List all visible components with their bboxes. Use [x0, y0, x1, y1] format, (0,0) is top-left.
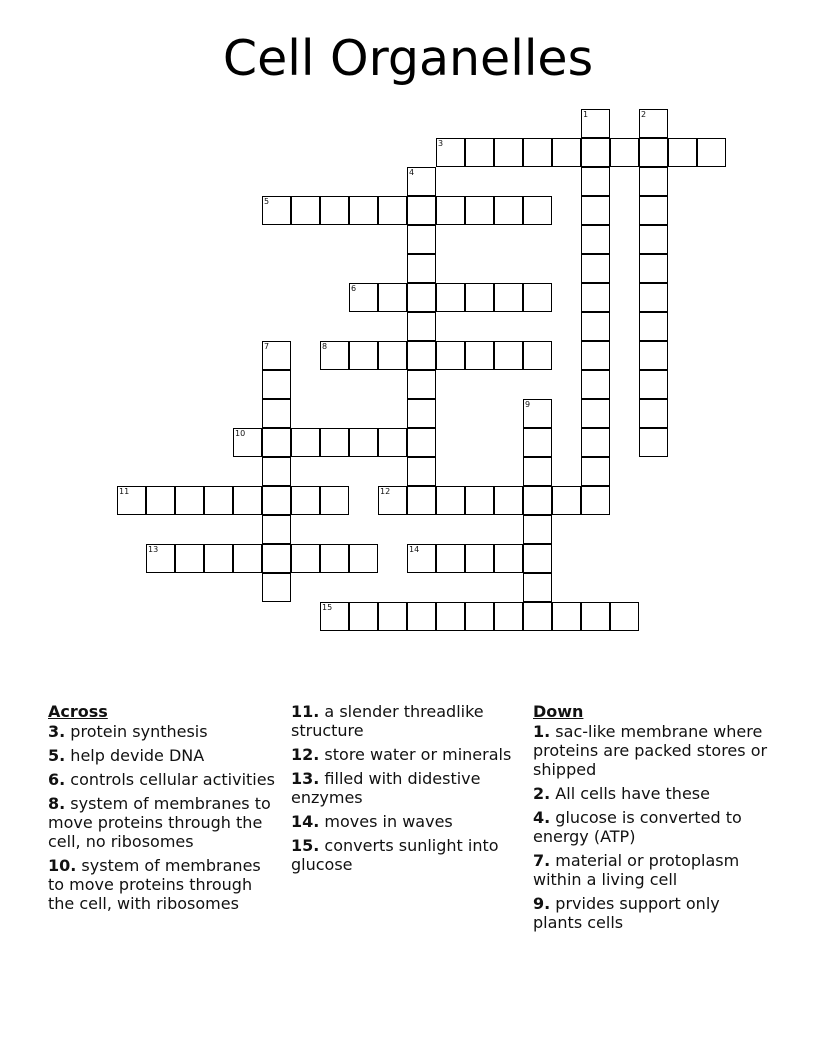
- clue-text: sac-like membrane where proteins are packed stores or shipped: [533, 722, 768, 779]
- clue-text: filled with didestive enzymes: [291, 769, 481, 807]
- grid-cell[interactable]: [581, 602, 610, 631]
- cell-number: 13: [148, 545, 159, 554]
- clue-text: store water or minerals: [319, 745, 512, 764]
- across-clue: [291, 769, 523, 807]
- across-clue: [291, 702, 523, 740]
- down-clue: [533, 851, 773, 889]
- grid-cell[interactable]: [407, 167, 436, 196]
- across-clue: [48, 856, 278, 913]
- grid-cell[interactable]: [465, 341, 494, 370]
- grid-cell[interactable]: [523, 196, 552, 225]
- clue-text: glucose is converted to energy (ATP): [533, 808, 742, 846]
- clue-number: 2.: [533, 784, 551, 803]
- grid-cell[interactable]: [349, 283, 378, 312]
- clue-number: 9.: [533, 894, 551, 913]
- grid-cell[interactable]: [262, 428, 291, 457]
- grid-cell[interactable]: [639, 254, 668, 283]
- grid-cell[interactable]: [320, 602, 349, 631]
- grid-cell[interactable]: [581, 283, 610, 312]
- clue-number: 11.: [291, 702, 320, 721]
- grid-cell[interactable]: [436, 544, 465, 573]
- grid-cell[interactable]: [204, 544, 233, 573]
- grid-cell[interactable]: [465, 138, 494, 167]
- grid-cell[interactable]: [320, 196, 349, 225]
- grid-cell[interactable]: [494, 602, 523, 631]
- clue-number: 8.: [48, 794, 66, 813]
- cell-number: 6: [351, 284, 357, 293]
- down-heading: Down: [533, 702, 584, 721]
- down-clue-list: [533, 722, 773, 932]
- grid-cell[interactable]: [639, 196, 668, 225]
- grid-cell[interactable]: [378, 428, 407, 457]
- clue-number: 6.: [48, 770, 66, 789]
- grid-cell[interactable]: [523, 602, 552, 631]
- clue-text: system of membranes to move proteins through the cell, with ribosomes: [48, 856, 261, 913]
- across-clue: [48, 794, 278, 851]
- grid-cell[interactable]: [262, 457, 291, 486]
- cell-number: 15: [322, 603, 333, 612]
- grid-cell[interactable]: [639, 370, 668, 399]
- grid-cell[interactable]: [407, 399, 436, 428]
- grid-cell[interactable]: [291, 196, 320, 225]
- grid-cell[interactable]: [581, 486, 610, 515]
- grid-cell[interactable]: [349, 428, 378, 457]
- grid-cell[interactable]: [378, 283, 407, 312]
- clue-text: system of membranes to move proteins through the cell, no ribosomes: [48, 794, 271, 851]
- grid-cell[interactable]: [523, 573, 552, 602]
- clue-text: help devide DNA: [65, 746, 205, 765]
- grid-cell[interactable]: [523, 399, 552, 428]
- grid-cell[interactable]: [146, 486, 175, 515]
- grid-cell[interactable]: [523, 283, 552, 312]
- across-clue: [48, 770, 278, 789]
- grid-cell[interactable]: [581, 196, 610, 225]
- grid-cell[interactable]: [581, 254, 610, 283]
- clue-text: protein synthesis: [65, 722, 208, 741]
- grid-cell[interactable]: [523, 341, 552, 370]
- grid-cell[interactable]: [349, 602, 378, 631]
- grid-cell[interactable]: [639, 167, 668, 196]
- grid-cell[interactable]: [320, 486, 349, 515]
- grid-cell[interactable]: [523, 486, 552, 515]
- clue-number: 5.: [48, 746, 66, 765]
- clue-column-2: [291, 702, 523, 879]
- grid-cell[interactable]: [378, 486, 407, 515]
- grid-cell[interactable]: [407, 370, 436, 399]
- grid-cell[interactable]: [262, 341, 291, 370]
- clue-number: 10.: [48, 856, 77, 875]
- grid-cell[interactable]: [465, 283, 494, 312]
- grid-cell[interactable]: [465, 486, 494, 515]
- grid-cell[interactable]: [465, 602, 494, 631]
- grid-cell[interactable]: [117, 486, 146, 515]
- across-heading: Across: [48, 702, 108, 721]
- clue-text: material or protoplasm within a living cell: [533, 851, 740, 889]
- grid-cell[interactable]: [581, 341, 610, 370]
- grid-cell[interactable]: [581, 312, 610, 341]
- grid-cell[interactable]: [349, 544, 378, 573]
- grid-cell[interactable]: [407, 283, 436, 312]
- clue-number: 1.: [533, 722, 551, 741]
- down-clue: [533, 784, 773, 803]
- grid-cell[interactable]: [175, 486, 204, 515]
- grid-cell[interactable]: [262, 515, 291, 544]
- grid-cell[interactable]: [610, 602, 639, 631]
- clue-number: 4.: [533, 808, 551, 827]
- grid-cell[interactable]: [233, 428, 262, 457]
- grid-cell[interactable]: [465, 544, 494, 573]
- grid-cell[interactable]: [697, 138, 726, 167]
- grid-cell[interactable]: [262, 486, 291, 515]
- grid-cell[interactable]: [581, 167, 610, 196]
- grid-cell[interactable]: [436, 341, 465, 370]
- grid-cell[interactable]: [378, 341, 407, 370]
- clue-text: converts sunlight into glucose: [291, 836, 499, 874]
- grid-cell[interactable]: [494, 138, 523, 167]
- cell-number: 14: [409, 545, 420, 554]
- cell-number: 7: [264, 342, 270, 351]
- clue-number: 13.: [291, 769, 320, 788]
- grid-cell[interactable]: [407, 312, 436, 341]
- down-clue: [533, 894, 773, 932]
- grid-cell[interactable]: [407, 341, 436, 370]
- grid-cell[interactable]: [581, 428, 610, 457]
- grid-cell[interactable]: [639, 225, 668, 254]
- grid-cell[interactable]: [581, 225, 610, 254]
- grid-cell[interactable]: [581, 399, 610, 428]
- grid-cell[interactable]: [407, 225, 436, 254]
- grid-cell[interactable]: [465, 196, 494, 225]
- grid-cell[interactable]: [291, 544, 320, 573]
- grid-cell[interactable]: [233, 486, 262, 515]
- clue-number: 14.: [291, 812, 320, 831]
- grid-cell[interactable]: [581, 138, 610, 167]
- grid-cell[interactable]: [204, 486, 233, 515]
- across-clue: [291, 812, 523, 831]
- grid-cell[interactable]: [639, 341, 668, 370]
- cell-number: 5: [264, 197, 270, 206]
- grid-cell[interactable]: [407, 196, 436, 225]
- grid-cell[interactable]: [639, 428, 668, 457]
- cell-number: 2: [641, 110, 647, 119]
- grid-cell[interactable]: [262, 399, 291, 428]
- grid-cell[interactable]: [436, 283, 465, 312]
- grid-cell[interactable]: [436, 196, 465, 225]
- grid-cell[interactable]: [639, 138, 668, 167]
- clue-number: 7.: [533, 851, 551, 870]
- clue-number: 12.: [291, 745, 320, 764]
- grid-cell[interactable]: [407, 602, 436, 631]
- grid-cell[interactable]: [436, 602, 465, 631]
- clue-number: 15.: [291, 836, 320, 855]
- grid-cell[interactable]: [262, 370, 291, 399]
- grid-cell[interactable]: [262, 573, 291, 602]
- grid-cell[interactable]: [523, 428, 552, 457]
- grid-cell[interactable]: [291, 486, 320, 515]
- cell-number: 10: [235, 429, 246, 438]
- grid-cell[interactable]: [494, 196, 523, 225]
- clue-text: controls cellular activities: [65, 770, 275, 789]
- grid-cell[interactable]: [175, 544, 204, 573]
- grid-cell[interactable]: [494, 341, 523, 370]
- grid-cell[interactable]: [639, 283, 668, 312]
- grid-cell[interactable]: [523, 544, 552, 573]
- grid-cell[interactable]: [378, 602, 407, 631]
- cell-number: 8: [322, 342, 328, 351]
- grid-cell[interactable]: [320, 544, 349, 573]
- grid-cell[interactable]: [523, 515, 552, 544]
- grid-cell[interactable]: [436, 138, 465, 167]
- grid-cell[interactable]: [523, 138, 552, 167]
- across-clue-list-1: [48, 722, 278, 913]
- grid-cell[interactable]: [349, 196, 378, 225]
- cell-number: 4: [409, 168, 415, 177]
- clue-text: a slender threadlike structure: [291, 702, 484, 740]
- grid-cell[interactable]: [407, 457, 436, 486]
- grid-cell[interactable]: [523, 457, 552, 486]
- grid-cell[interactable]: [552, 602, 581, 631]
- grid-cell[interactable]: [581, 457, 610, 486]
- across-clue-list-2: [291, 702, 523, 874]
- across-clue: [48, 722, 278, 741]
- cell-number: 9: [525, 400, 531, 409]
- grid-cell[interactable]: [639, 109, 668, 138]
- cell-number: 11: [119, 487, 130, 496]
- grid-cell[interactable]: [494, 283, 523, 312]
- grid-cell[interactable]: [552, 138, 581, 167]
- grid-cell[interactable]: [320, 341, 349, 370]
- cell-number: 1: [583, 110, 589, 119]
- grid-cell[interactable]: [262, 196, 291, 225]
- clue-text: prvides support only plants cells: [533, 894, 720, 932]
- grid-cell[interactable]: [494, 544, 523, 573]
- grid-cell[interactable]: [610, 138, 639, 167]
- grid-cell[interactable]: [639, 399, 668, 428]
- grid-cell[interactable]: [436, 486, 465, 515]
- clue-text: All cells have these: [550, 784, 710, 803]
- clue-text: moves in waves: [319, 812, 453, 831]
- across-clue: [48, 746, 278, 765]
- clue-number: 3.: [48, 722, 66, 741]
- grid-cell[interactable]: [378, 196, 407, 225]
- puzzle-title: Cell Organelles: [222, 30, 594, 87]
- grid-cell[interactable]: [581, 109, 610, 138]
- grid-cell[interactable]: [407, 544, 436, 573]
- grid-cell[interactable]: [581, 370, 610, 399]
- grid-cell[interactable]: [320, 428, 349, 457]
- grid-cell[interactable]: [668, 138, 697, 167]
- grid-cell[interactable]: [291, 428, 320, 457]
- down-clue: [533, 722, 773, 779]
- grid-cell[interactable]: [407, 486, 436, 515]
- grid-cell[interactable]: [262, 544, 291, 573]
- grid-cell[interactable]: [349, 341, 378, 370]
- grid-cell[interactable]: [494, 486, 523, 515]
- cell-number: 12: [380, 487, 391, 496]
- grid-cell[interactable]: [407, 254, 436, 283]
- clue-column-1: [48, 702, 278, 918]
- grid-cell[interactable]: [552, 486, 581, 515]
- clue-column-3: [533, 702, 773, 937]
- across-clue: [291, 745, 523, 764]
- grid-cell[interactable]: [146, 544, 175, 573]
- grid-cell[interactable]: [233, 544, 262, 573]
- across-clue: [291, 836, 523, 874]
- grid-cell[interactable]: [639, 312, 668, 341]
- grid-cell[interactable]: [407, 428, 436, 457]
- down-clue: [533, 808, 773, 846]
- cell-number: 3: [438, 139, 444, 148]
